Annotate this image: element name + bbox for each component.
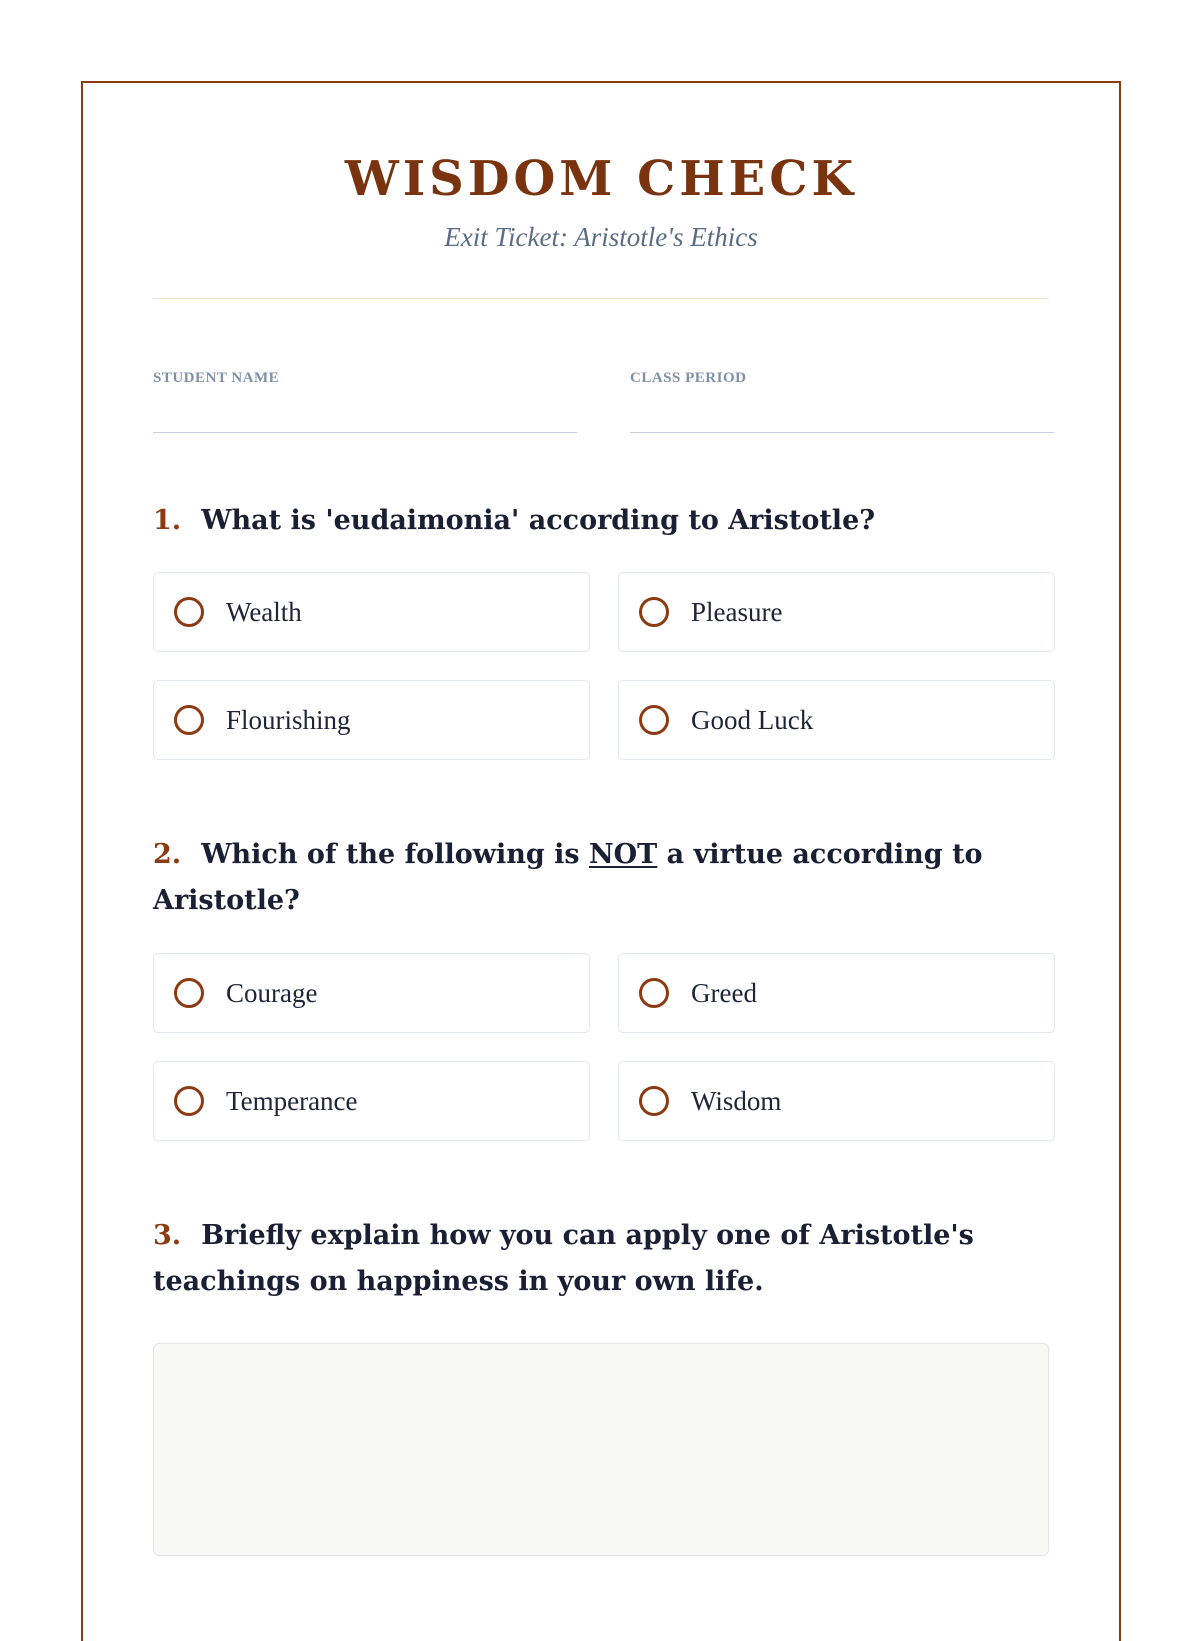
- option-label: Pleasure: [691, 596, 783, 627]
- radio-circle-icon[interactable]: [174, 978, 204, 1008]
- option-label: Greed: [691, 977, 757, 1008]
- option-wisdom[interactable]: [618, 1061, 1055, 1141]
- option-label: Good Luck: [691, 704, 814, 735]
- option-label: Flourishing: [226, 704, 351, 735]
- option-temperance[interactable]: [153, 1061, 590, 1141]
- question-text: Briefly explain how you can apply one of Aristotle's teachings on happiness in your own life.: [153, 1220, 974, 1297]
- student-name-field[interactable]: [153, 370, 577, 433]
- question-emphasis: NOT: [588, 839, 658, 870]
- option-flourishing[interactable]: [153, 680, 590, 760]
- answer-textarea[interactable]: [153, 1343, 1049, 1556]
- option-courage[interactable]: [153, 953, 590, 1033]
- question-3: [153, 1213, 1049, 1305]
- page-subtitle: Exit Ticket: Aristotle's Ethics: [444, 222, 758, 252]
- option-wealth[interactable]: [153, 572, 590, 652]
- question-number: 3.: [153, 1220, 182, 1251]
- radio-circle-icon[interactable]: [174, 705, 204, 735]
- student-name-label: STUDENT NAME: [153, 370, 280, 386]
- question-number: 2.: [153, 839, 182, 870]
- class-period-field[interactable]: [630, 370, 1054, 433]
- page-title: WISDOM CHECK: [344, 151, 858, 207]
- student-name-input-line[interactable]: [153, 432, 577, 433]
- class-period-input-line[interactable]: [630, 432, 1054, 433]
- option-label: Temperance: [226, 1085, 358, 1116]
- question-1-options: [153, 572, 1049, 760]
- radio-circle-icon[interactable]: [174, 597, 204, 627]
- option-pleasure[interactable]: [618, 572, 1055, 652]
- question-2-options: [153, 953, 1049, 1141]
- radio-circle-icon[interactable]: [639, 705, 669, 735]
- exit-ticket-card: [81, 81, 1121, 1641]
- class-period-label: CLASS PERIOD: [630, 370, 747, 386]
- option-label: Wisdom: [691, 1085, 782, 1116]
- radio-circle-icon[interactable]: [639, 978, 669, 1008]
- question-text-after: a virtue according to Aristotle?: [153, 839, 983, 916]
- option-label: Courage: [226, 977, 318, 1008]
- header-divider: [153, 298, 1049, 299]
- question-2: [153, 832, 1049, 924]
- question-1: [153, 498, 1049, 544]
- radio-circle-icon[interactable]: [639, 1086, 669, 1116]
- option-good-luck[interactable]: [618, 680, 1055, 760]
- option-label: Wealth: [226, 596, 302, 627]
- question-number: 1.: [153, 505, 182, 536]
- radio-circle-icon[interactable]: [174, 1086, 204, 1116]
- radio-circle-icon[interactable]: [639, 597, 669, 627]
- question-text-before: Which of the following is: [201, 839, 589, 870]
- option-greed[interactable]: [618, 953, 1055, 1033]
- question-text: What is 'eudaimonia' according to Aristotle?: [201, 505, 876, 536]
